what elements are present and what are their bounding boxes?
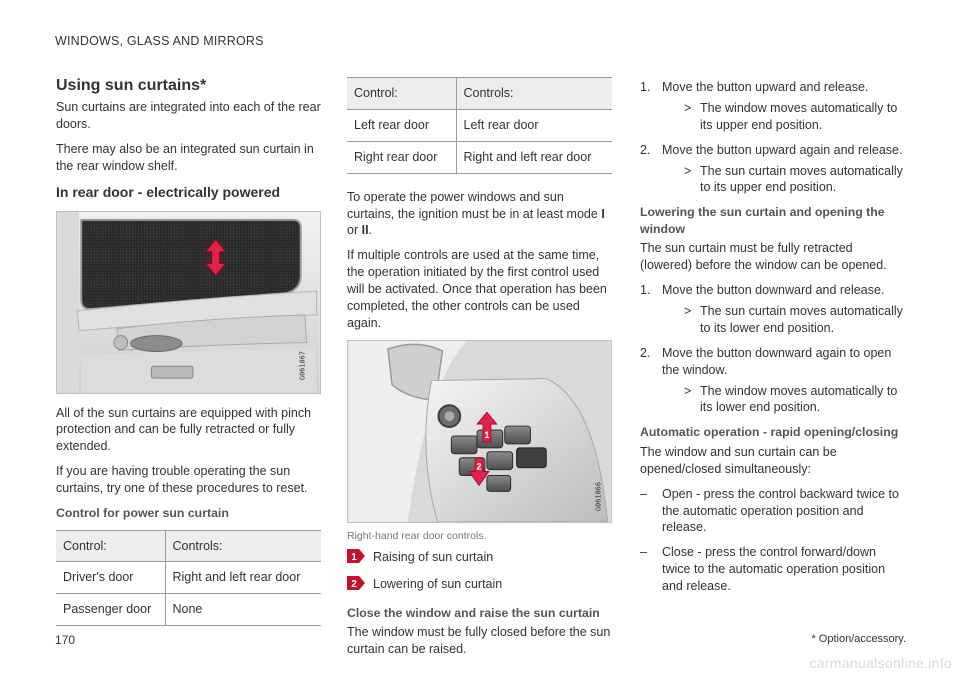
column-1: [56, 76, 321, 626]
table-row: [347, 141, 612, 173]
lower-steps-list: [640, 282, 906, 416]
table-header: Controls:: [165, 530, 321, 562]
table-cell: Right and left rear door: [165, 562, 321, 594]
legend-item: [347, 549, 613, 566]
legend-label: Lowering of sun curtain: [373, 576, 503, 591]
reset-paragraph: If you are having trouble operating the sun curtains, try one of these procedures to reset.: [56, 464, 308, 496]
figure-code: G061067: [298, 350, 307, 380]
figure-code: G061066: [594, 481, 603, 511]
automatic-operation-paragraph: The window and sun curtain can be opened/closed simultaneously:: [640, 444, 837, 476]
control-table-1: [56, 530, 321, 627]
table-cell: Right and left rear door: [456, 141, 612, 173]
pinch-protection-paragraph: All of the sun curtains are equipped with pinch protection and can be fully retracted or fully extended.: [56, 405, 312, 454]
list-item: – Close - press the control forward/down twice to the automatic operation position and release.: [640, 545, 886, 594]
footnote: * Option/accessory.: [811, 633, 906, 645]
svg-text:1: 1: [484, 429, 490, 440]
list-item: 2. Move the button downward again to open the window. > The window moves automatically to its lower end position.: [640, 345, 898, 415]
figure-caption: Right-hand rear door controls.: [347, 529, 487, 542]
page-number: 170: [55, 633, 76, 647]
lowering-heading: Lowering the sun curtain and opening the window: [640, 205, 885, 236]
table-cell: None: [165, 594, 321, 626]
table-cell: Driver's door: [56, 562, 165, 594]
close-window-heading: Close the window and raise the sun curtain: [347, 605, 600, 620]
intro-paragraph: Sun curtains are integrated into each of the rear doors.: [56, 100, 321, 132]
list-item: 1. Move the button upward and release. > The window moves automatically to its upper end position.: [640, 80, 898, 132]
svg-text:2: 2: [351, 578, 357, 590]
callout-2-badge-icon: [347, 576, 365, 590]
table-cell: Right rear door: [347, 141, 456, 173]
rear-shelf-paragraph: There may also be an integrated sun curtain in the rear window shelf.: [56, 141, 314, 173]
raise-steps-list: [640, 79, 906, 196]
table-cell: Left rear door: [456, 109, 612, 141]
table-row: [56, 594, 321, 626]
table-row: [347, 109, 612, 141]
multiple-controls-paragraph: If multiple controls are used at the same time, the operation initiated by the first control used will be activated. Once that operation has been completed, the other controls can be used again.: [347, 248, 607, 330]
page-title: Using sun curtains*: [56, 77, 207, 94]
section-header: WINDOWS, GLASS AND MIRRORS: [55, 34, 264, 48]
column-3: [640, 79, 906, 603]
control-table-2: [347, 77, 612, 174]
table-cell: Left rear door: [347, 109, 456, 141]
svg-text:1: 1: [351, 551, 357, 563]
table-header: Control:: [347, 78, 456, 110]
table-row: [56, 562, 321, 594]
lowering-paragraph: The sun curtain must be fully retracted (lowered) before the window can be opened.: [640, 241, 887, 273]
table-header: Controls:: [456, 78, 612, 110]
door-controls-illustration: [347, 340, 612, 523]
rear-door-illustration: [56, 211, 321, 394]
column-2: [347, 77, 613, 666]
list-item: – Open - press the control backward twice to the automatic operation position and release.: [640, 486, 899, 535]
legend-label: Raising of sun curtain: [373, 549, 494, 564]
table-header: Control:: [56, 530, 165, 562]
rear-door-heading: In rear door - electrically powered: [56, 183, 281, 200]
callout-1-badge-icon: [347, 549, 365, 563]
automatic-operation-heading: Automatic operation - rapid opening/closing: [640, 425, 899, 440]
mode-ii: II: [361, 223, 369, 238]
legend-item: [347, 576, 613, 593]
mode-i: I: [601, 206, 605, 221]
svg-text:2: 2: [476, 461, 482, 472]
control-table-heading: Control for power sun curtain: [56, 505, 229, 520]
ignition-mode-paragraph: To operate the power windows and sun curtains, the ignition must be in at least mode I or II.: [347, 189, 605, 238]
list-item: 1. Move the button downward and release. > The sun curtain moves automatically to its lower end position.: [640, 283, 903, 335]
list-item: 2. Move the button upward again and release. > The sun curtain moves automatically to its upper end position.: [640, 142, 903, 195]
watermark: carmanualsonline.info: [809, 655, 952, 672]
rapid-operation-list: [640, 486, 906, 595]
close-window-paragraph: The window must be fully closed before the sun curtain can be raised.: [347, 625, 611, 657]
table-cell: Passenger door: [56, 594, 165, 626]
